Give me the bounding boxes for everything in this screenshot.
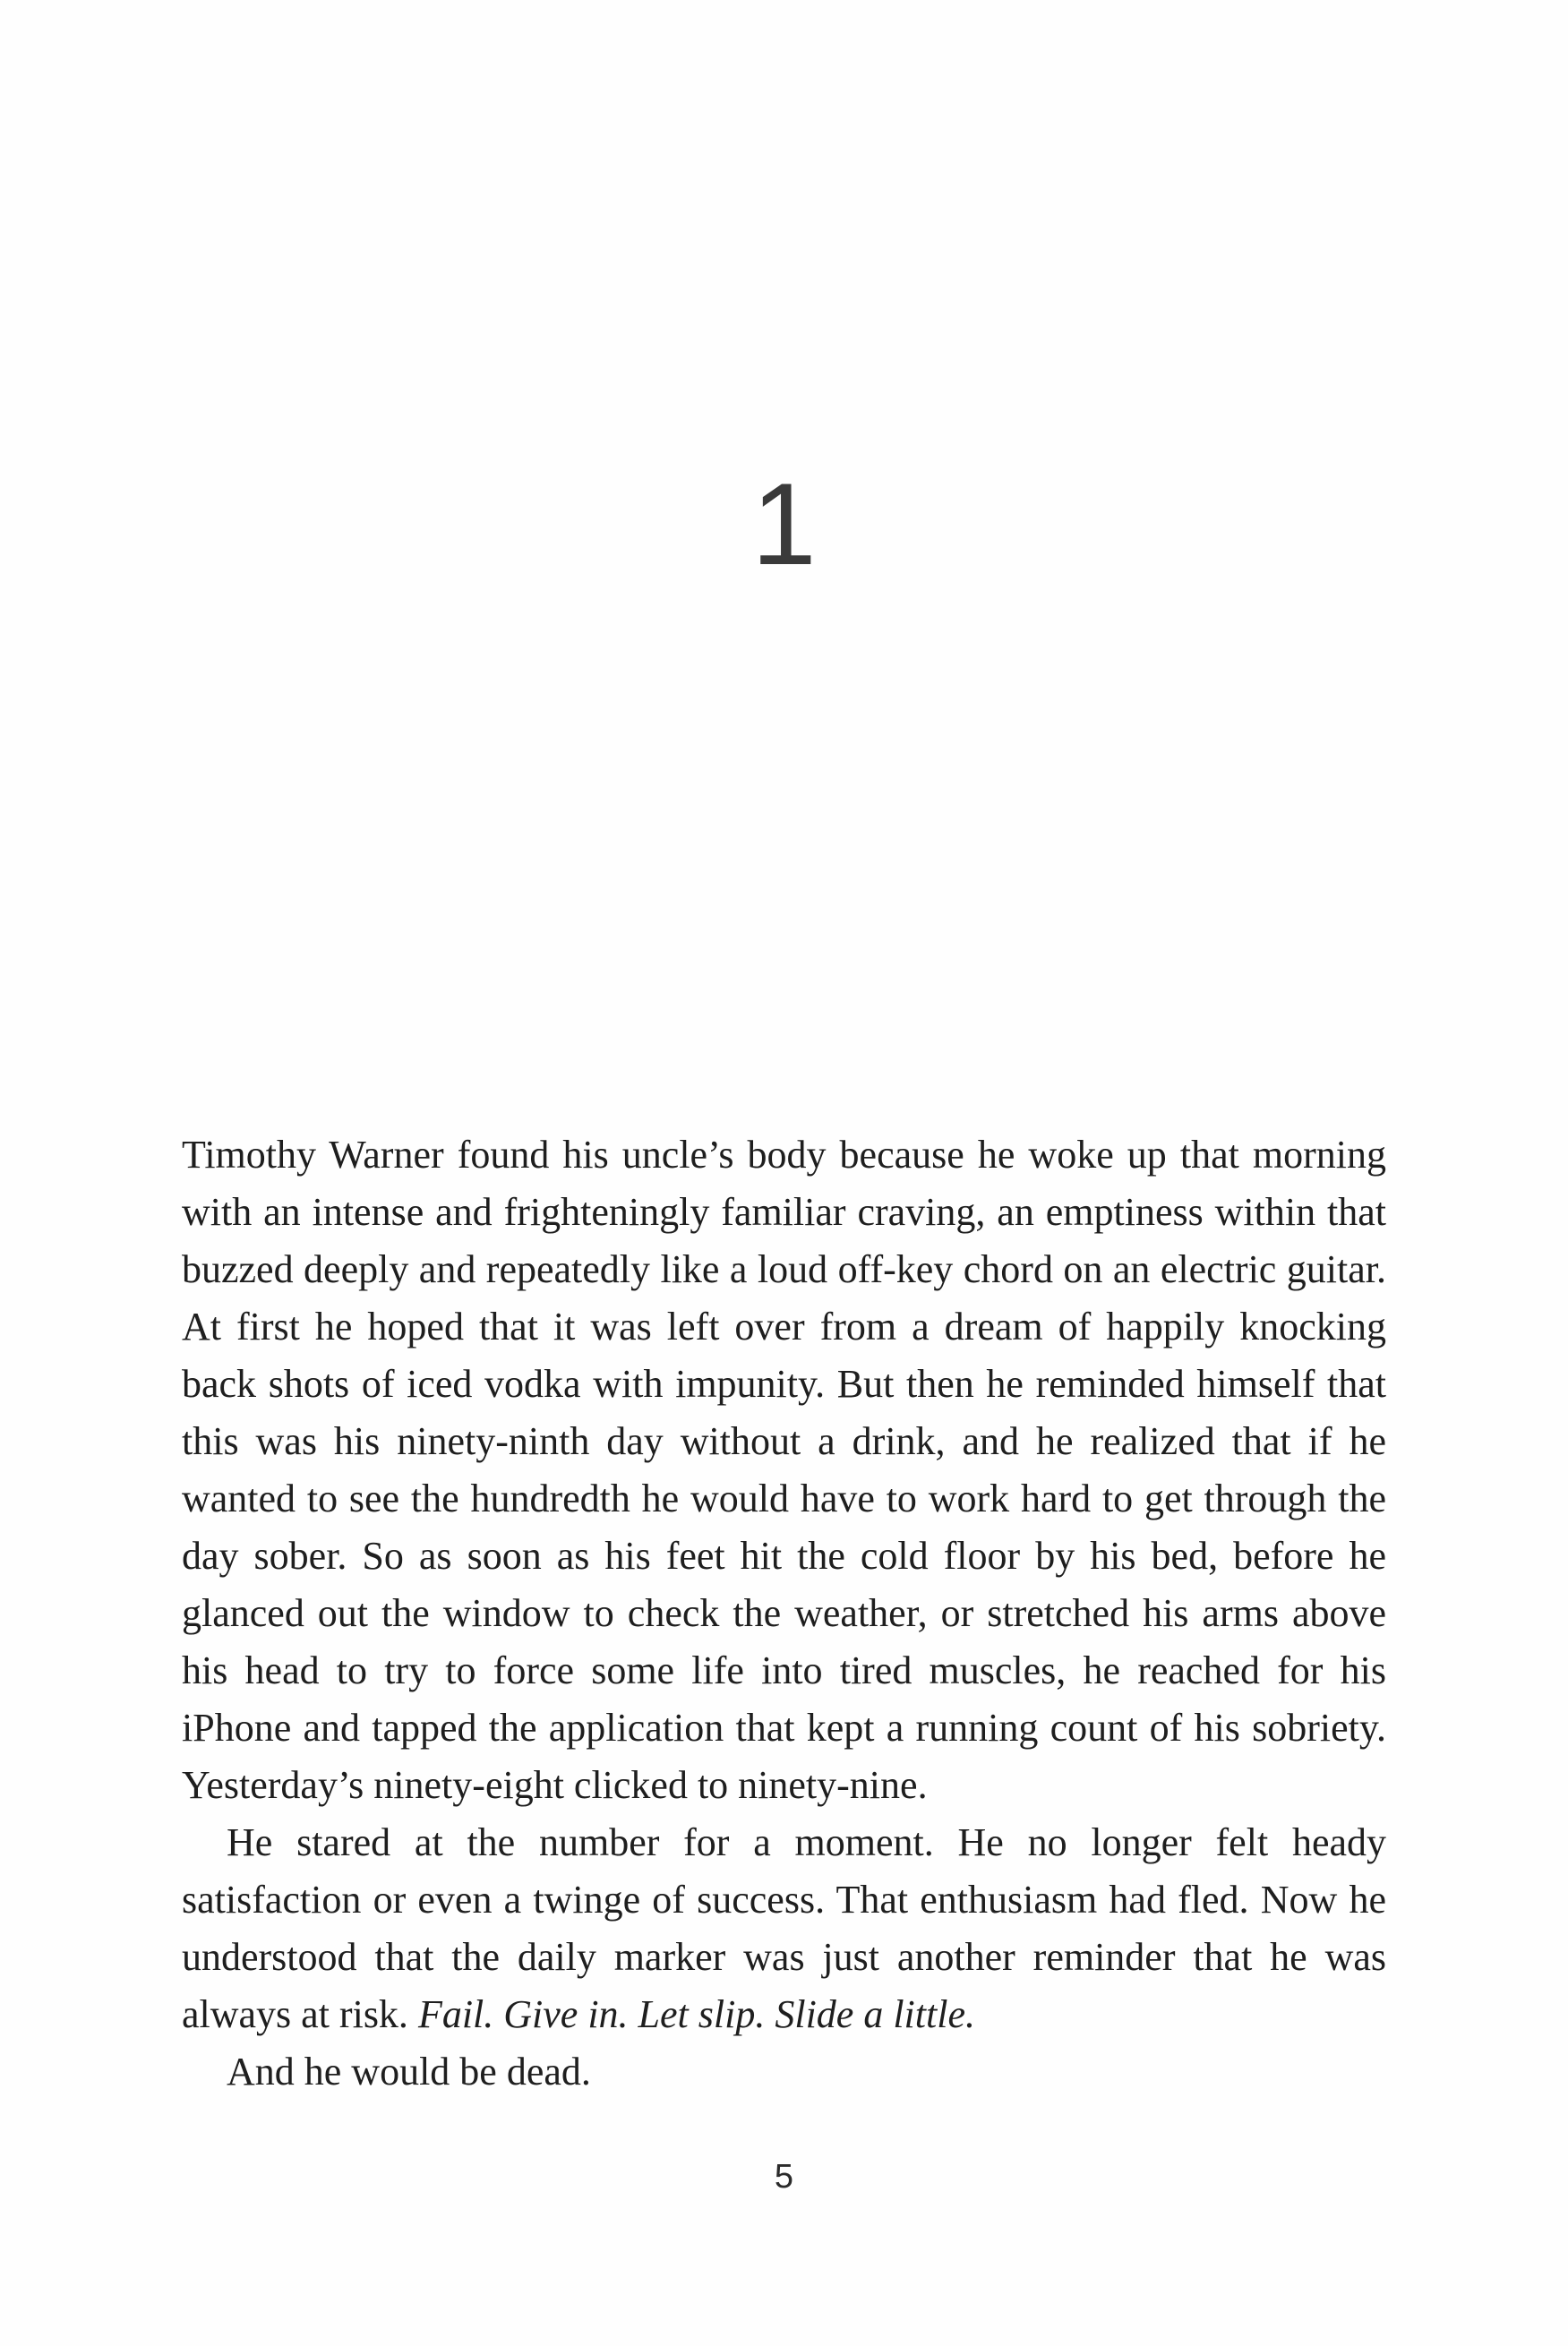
paragraph-1: Timothy Warner found his uncle’s body because he woke up that morning with an intense and frighteningly familiar craving, an emptiness within that buzzed deeply and repeatedly like a loud off-key chord on an electric guitar. At first he hoped that it was left over from a dream of happily knocking back shots of iced vodka with impunity. But then he reminded himself that this was his ninety-ninth day without a drink, and he realized that if he wanted to see the hundredth he would have to work hard to get through the day sober. So as soon as his feet hit the cold floor by his bed, before he glanced out the window to check the weather, or stretched his arms above his head to try to force some life into tired muscles, he reached for his iPhone and tapped the application that kept a running count of his sobriety. Yesterday’s ninety-eight clicked to ninety-nine. xyxy=(182,1133,1386,1807)
paragraph-2-text: He stared at the number for a moment. He no longer felt heady satisfaction or even a twinge of success. That enthusiasm had fled. Now he understood that the daily marker was just another reminder that he was always at risk. xyxy=(182,1820,1386,2036)
paragraph-2 xyxy=(182,1814,1386,2043)
paragraph-2-italic: Fail. Give in. Let slip. Slide a little. xyxy=(417,1992,975,2036)
page-number: 5 xyxy=(774,2158,794,2196)
chapter-body xyxy=(182,1126,1386,2101)
paragraph-3: And he would be dead. xyxy=(227,2050,591,2093)
chapter-number: 1 xyxy=(751,458,817,589)
